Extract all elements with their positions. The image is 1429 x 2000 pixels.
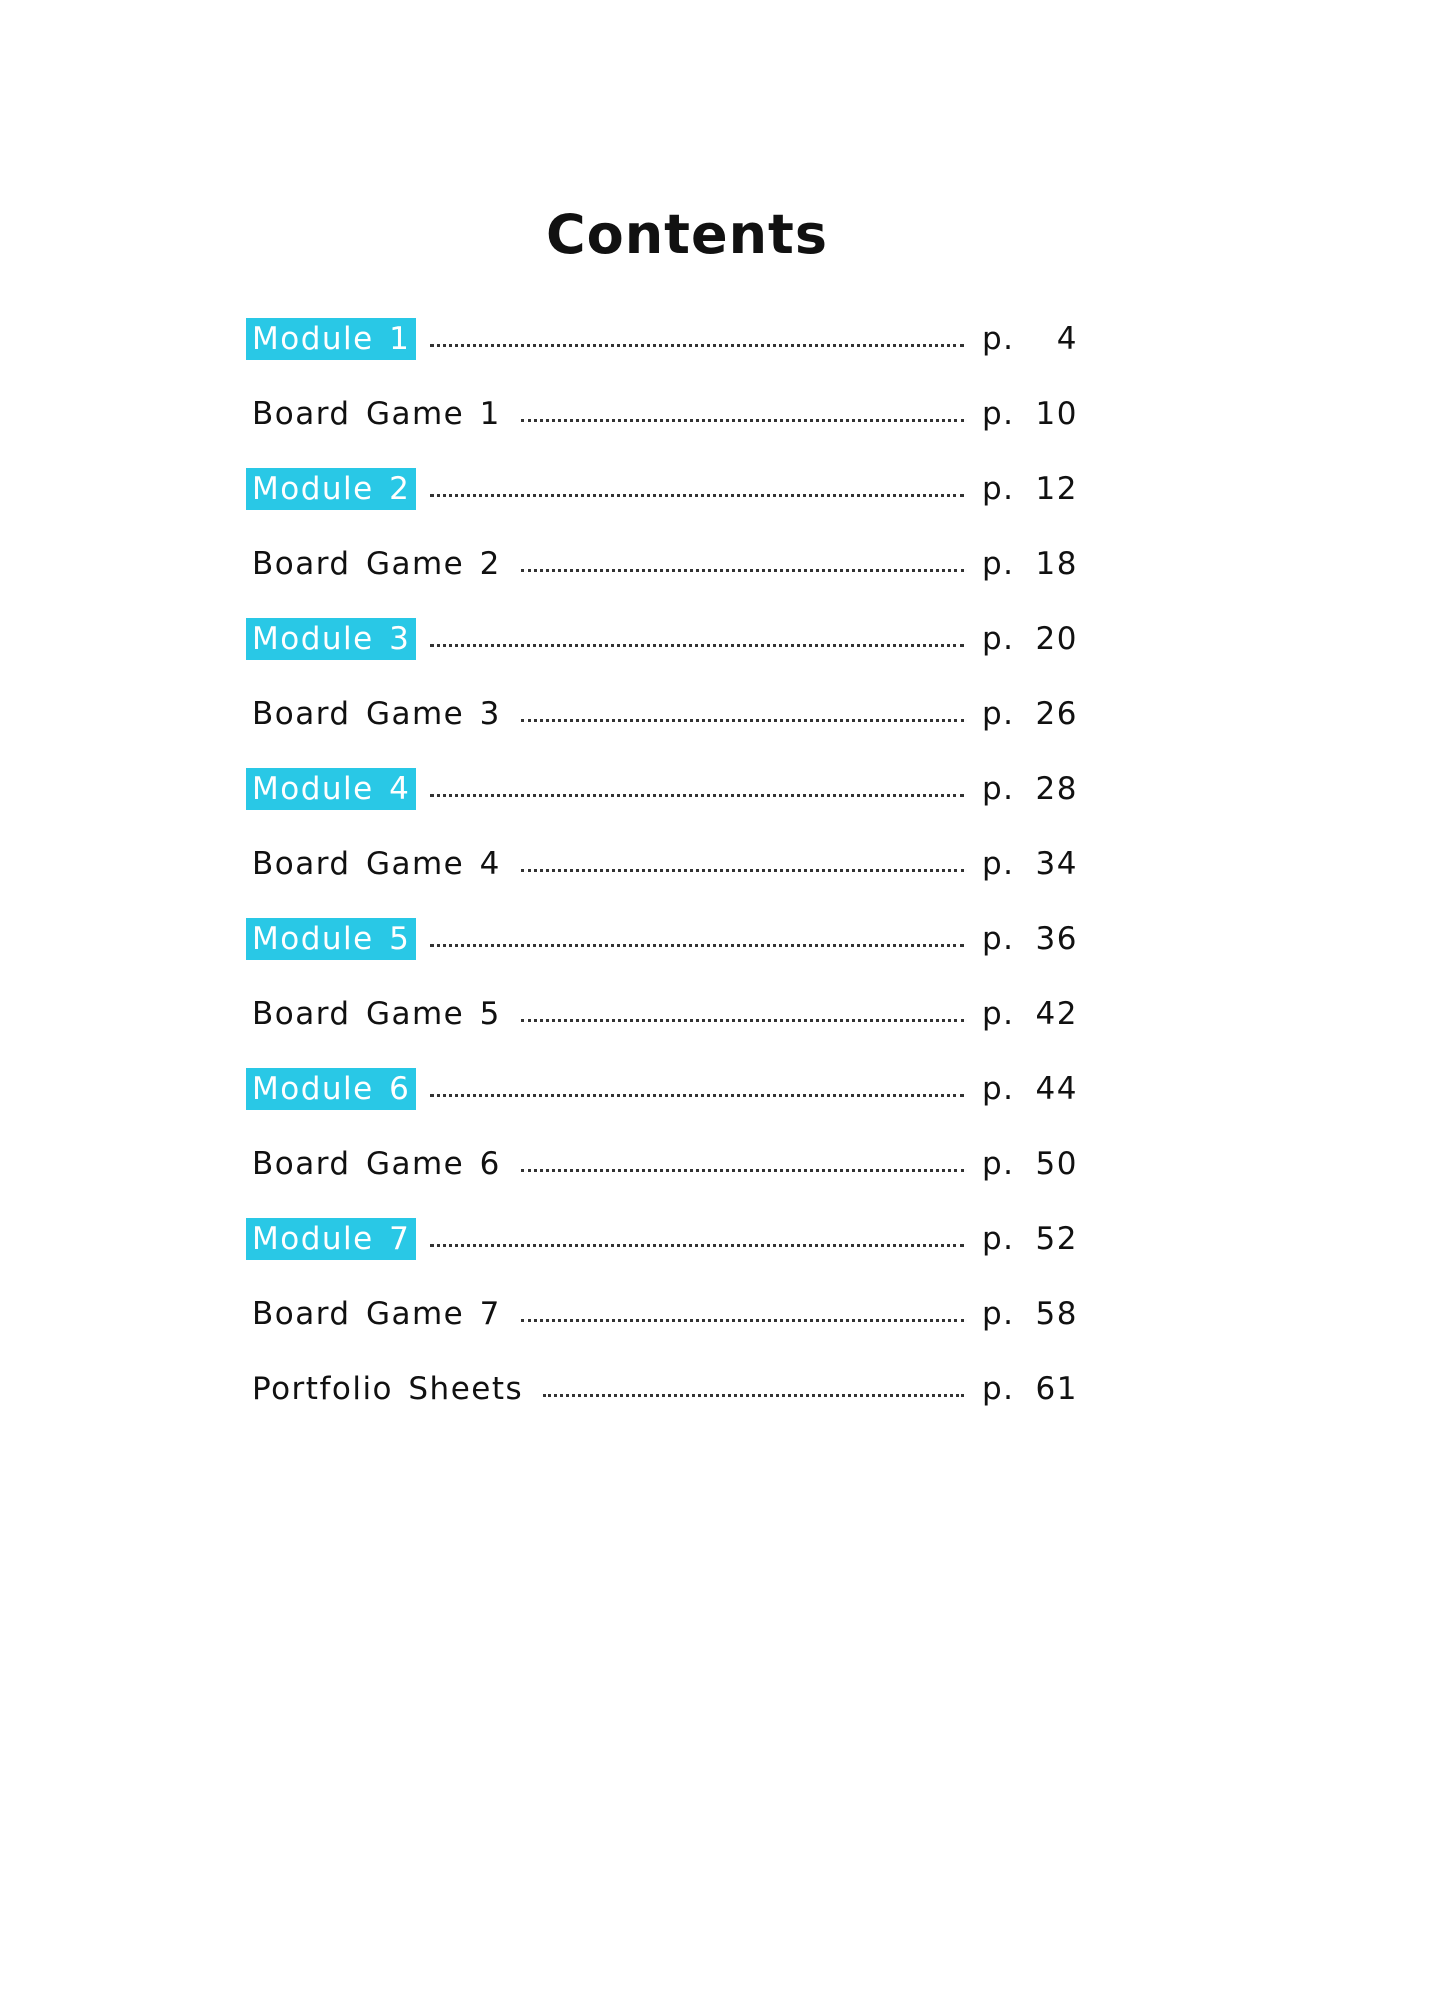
toc-entry-label: Board Game 2 (252, 546, 501, 582)
page-prefix: p. (982, 1371, 1015, 1407)
toc-entry[interactable] (246, 318, 1078, 393)
page-number: 58 (1035, 1296, 1078, 1332)
dot-leader (430, 1090, 964, 1097)
dot-leader (521, 715, 964, 722)
page-prefix: p. (982, 1296, 1015, 1332)
page-prefix: p. (982, 471, 1015, 507)
page-prefix: p. (982, 1221, 1015, 1257)
page-number: 34 (1035, 846, 1078, 882)
page-prefix: p. (982, 771, 1015, 807)
dot-leader (430, 1240, 964, 1247)
toc-entry[interactable] (246, 543, 1078, 618)
page-number: 61 (1035, 1371, 1078, 1407)
toc-entry[interactable] (246, 843, 1078, 918)
page-prefix: p. (982, 321, 1015, 357)
toc-entry[interactable] (246, 1068, 1078, 1143)
page-title: Contents (545, 203, 828, 267)
toc-entry-page (982, 543, 1078, 585)
toc-entry[interactable] (246, 618, 1078, 693)
toc-entry-page (982, 1293, 1078, 1335)
page-number: 42 (1035, 996, 1078, 1032)
toc-entry[interactable] (246, 1218, 1078, 1293)
page-number: 12 (1035, 471, 1078, 507)
toc-entry[interactable] (246, 693, 1078, 768)
toc-entry-page (982, 1143, 1078, 1185)
toc-entry-page (982, 318, 1078, 360)
toc-entry-label: Board Game 1 (252, 396, 501, 432)
dot-leader (521, 565, 964, 572)
toc-entry-page (982, 1368, 1078, 1410)
toc-entry-label: Module 4 (246, 768, 416, 810)
page-number: 50 (1035, 1146, 1078, 1182)
page-number: 18 (1035, 546, 1078, 582)
page-number: 20 (1035, 621, 1078, 657)
toc-entry-label: Board Game 5 (252, 996, 501, 1032)
dot-leader (430, 940, 964, 947)
dot-leader (521, 415, 964, 422)
toc-entry-label: Module 3 (246, 618, 416, 660)
page-number: 26 (1035, 696, 1078, 732)
dot-leader (430, 640, 964, 647)
dot-leader (430, 340, 964, 347)
page-prefix: p. (982, 696, 1015, 732)
dot-leader (521, 865, 964, 872)
dot-leader (430, 490, 964, 497)
toc-entry[interactable] (246, 1368, 1078, 1443)
toc-entry-label: Board Game 7 (252, 1296, 501, 1332)
page-prefix: p. (982, 846, 1015, 882)
dot-leader (430, 790, 964, 797)
dot-leader (521, 1165, 964, 1172)
page-number: 4 (1056, 321, 1078, 357)
toc-entry-label: Module 2 (246, 468, 416, 510)
toc-entry-page (982, 693, 1078, 735)
page-prefix: p. (982, 1146, 1015, 1182)
page-number: 36 (1035, 921, 1078, 957)
page-prefix: p. (982, 396, 1015, 432)
toc-entry-page (982, 1068, 1078, 1110)
toc-entry-page (982, 843, 1078, 885)
toc-entry-page (982, 468, 1078, 510)
toc-entry-label: Board Game 3 (252, 696, 501, 732)
toc-entry[interactable] (246, 393, 1078, 468)
page-number: 44 (1035, 1071, 1078, 1107)
page-prefix: p. (982, 621, 1015, 657)
page-number: 10 (1035, 396, 1078, 432)
toc-entry-page (982, 618, 1078, 660)
dot-leader (543, 1390, 964, 1397)
toc-entry-page (982, 918, 1078, 960)
toc-entry[interactable] (246, 468, 1078, 543)
toc-entry-page (982, 393, 1078, 435)
toc-entry[interactable] (246, 918, 1078, 993)
page-number: 52 (1035, 1221, 1078, 1257)
toc-entry-label: Portfolio Sheets (252, 1371, 524, 1407)
dot-leader (521, 1315, 964, 1322)
toc-entry[interactable] (246, 768, 1078, 843)
page-prefix: p. (982, 1071, 1015, 1107)
toc-entry-label: Module 6 (246, 1068, 416, 1110)
page-prefix: p. (982, 921, 1015, 957)
table-of-contents (246, 318, 1078, 1443)
toc-entry-page (982, 993, 1078, 1035)
toc-entry[interactable] (246, 993, 1078, 1068)
page-prefix: p. (982, 996, 1015, 1032)
dot-leader (521, 1015, 964, 1022)
toc-entry[interactable] (246, 1293, 1078, 1368)
page-prefix: p. (982, 546, 1015, 582)
toc-entry[interactable] (246, 1143, 1078, 1218)
page-number: 28 (1035, 771, 1078, 807)
toc-entry-label: Module 7 (246, 1218, 416, 1260)
toc-entry-label: Module 5 (246, 918, 416, 960)
toc-entry-label: Module 1 (246, 318, 416, 360)
toc-entry-label: Board Game 6 (252, 1146, 501, 1182)
toc-entry-label: Board Game 4 (252, 846, 501, 882)
toc-entry-page (982, 768, 1078, 810)
toc-entry-page (982, 1218, 1078, 1260)
